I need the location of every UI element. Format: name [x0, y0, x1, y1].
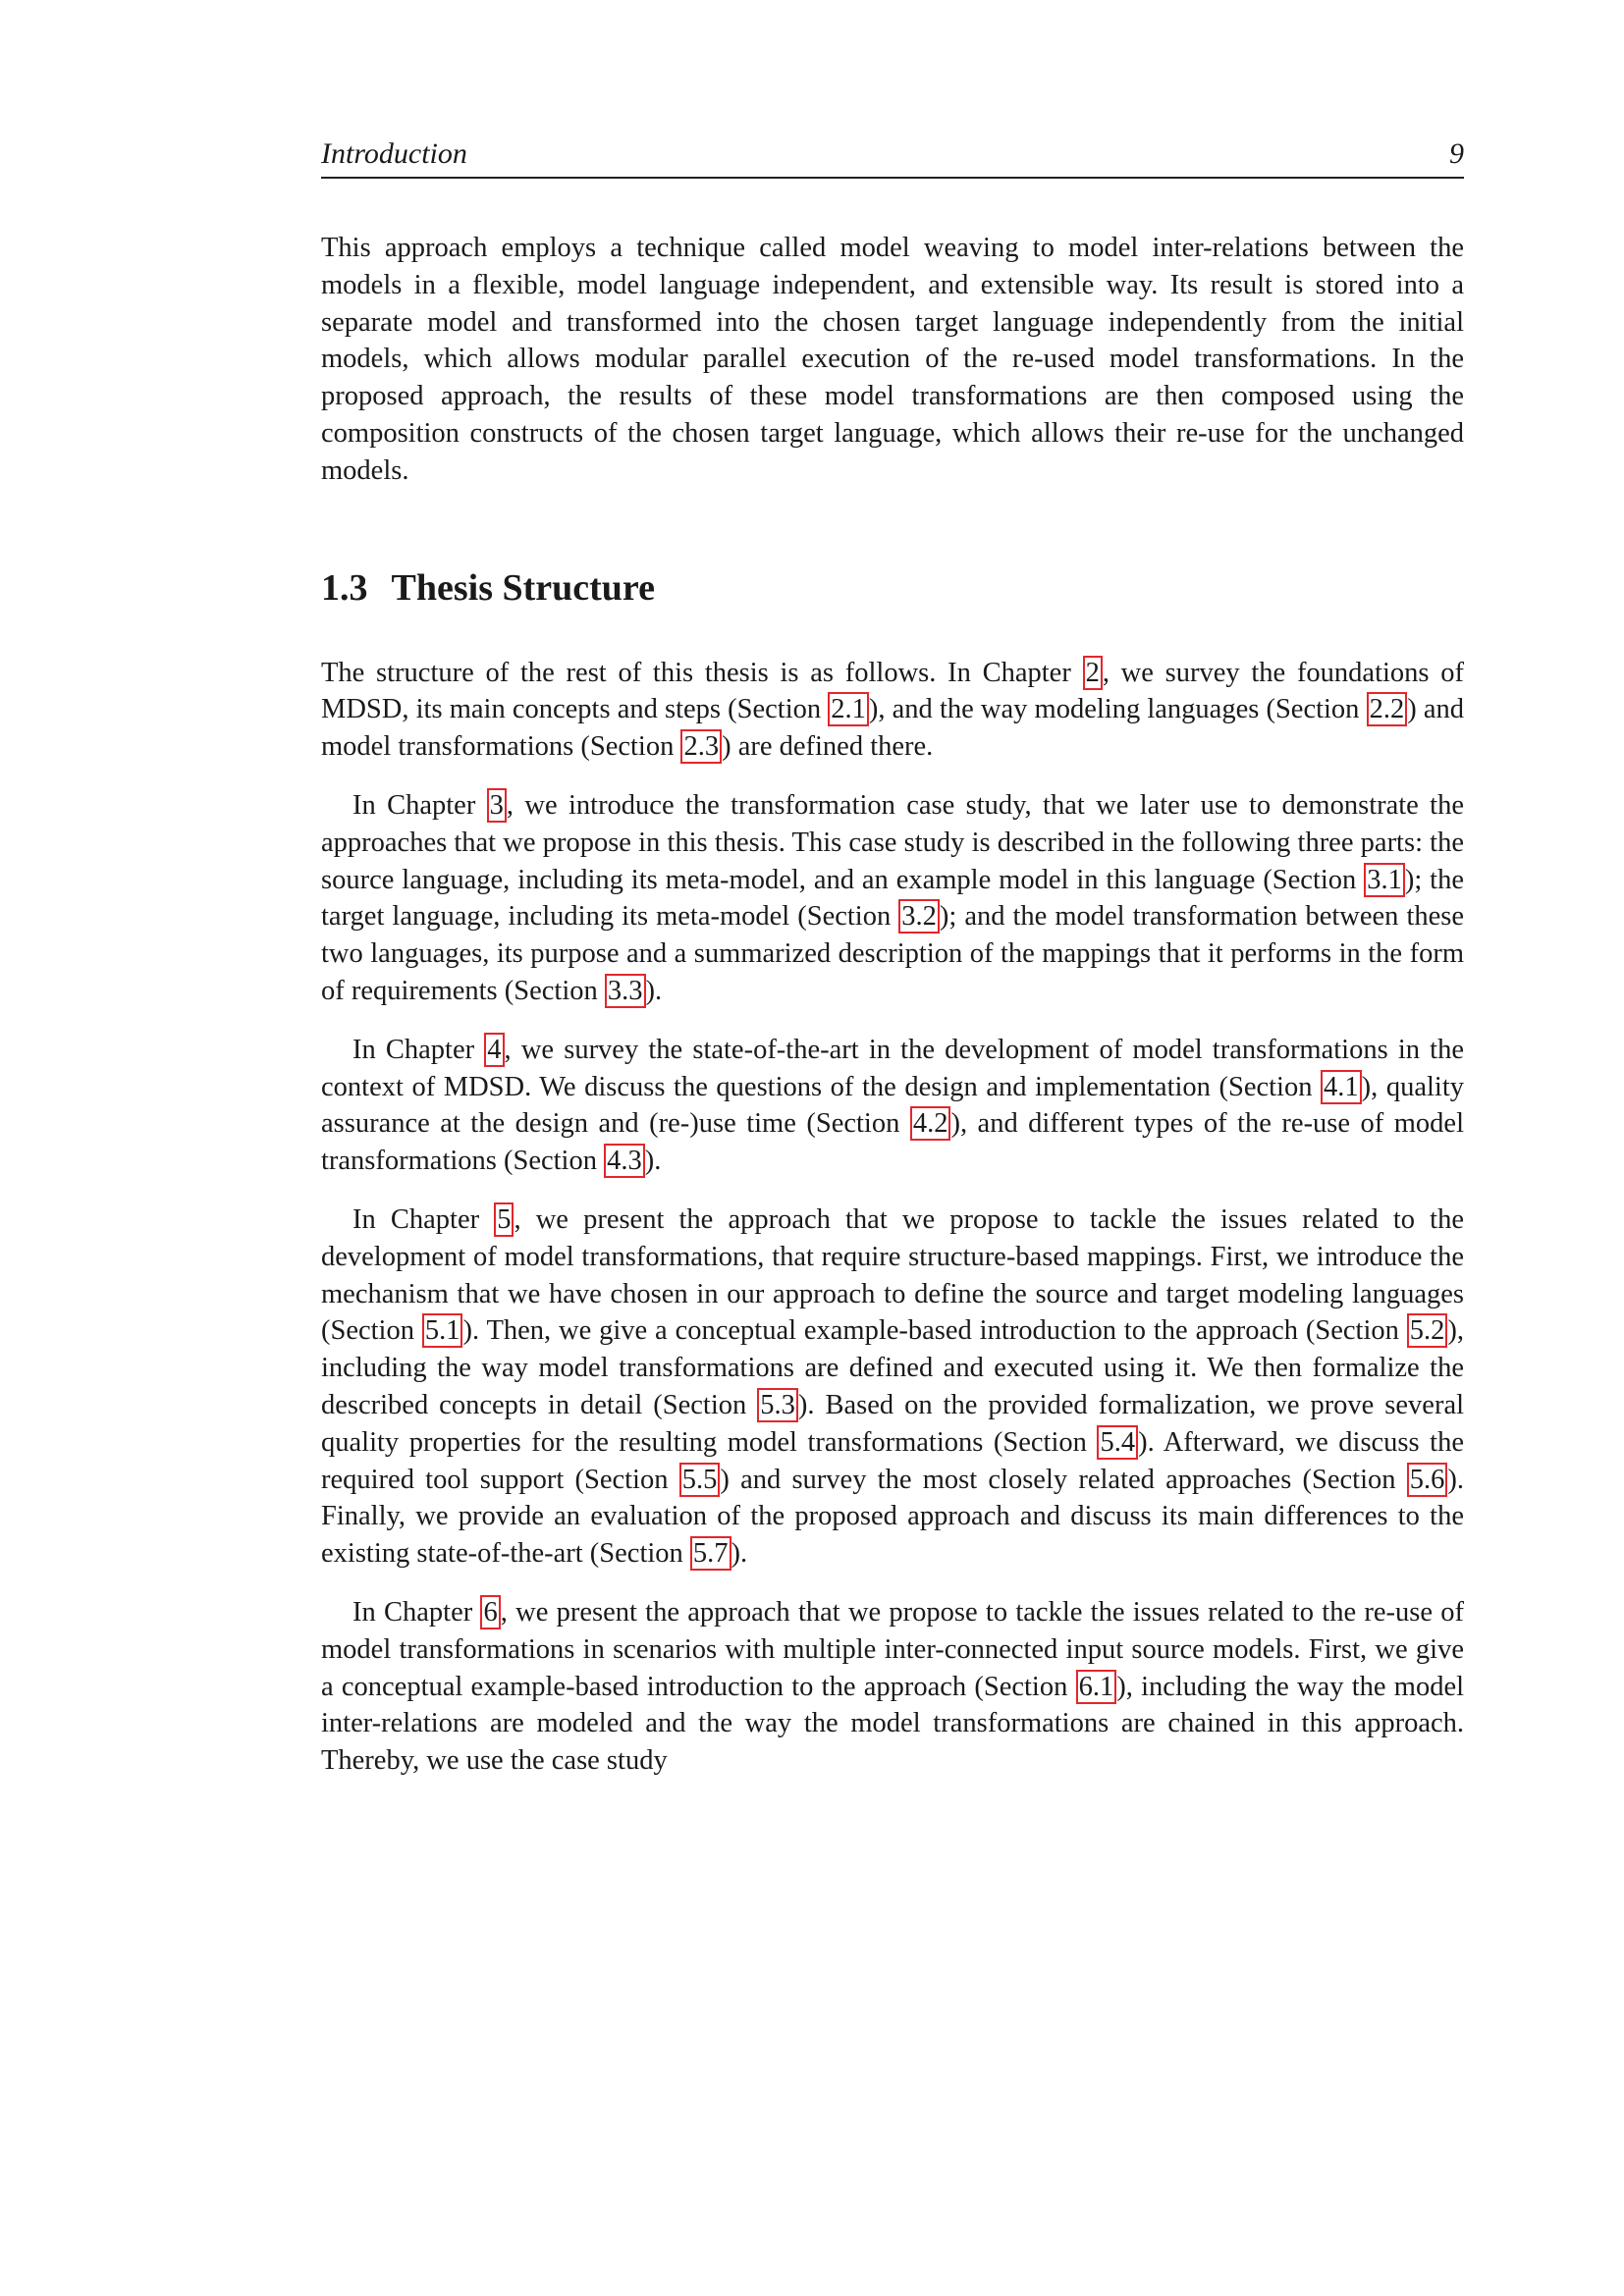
paragraph-text: ) and survey the most closely related approaches (Section [720, 1464, 1407, 1495]
paragraph-text: In Chapter [352, 1596, 481, 1628]
cross-reference-link[interactable]: 5.3 [757, 1388, 798, 1422]
paragraph-text: ) are defined there. [722, 731, 934, 763]
paragraph-text: ). Finally, we provide an evaluation of the proposed approach and discuss its main differences to the existing state-of-the-art (Section [321, 1464, 1465, 1570]
body-paragraph [321, 787, 1464, 1010]
cross-reference-link[interactable]: 4.1 [1321, 1070, 1362, 1104]
paragraph-text: ). Afterward, we discuss the required tool support (Section [321, 1426, 1464, 1495]
running-header-chapter: Introduction [321, 137, 467, 170]
cross-reference-link[interactable]: 4 [484, 1033, 504, 1067]
cross-reference-link[interactable]: 4.2 [910, 1106, 951, 1141]
cross-reference-link[interactable]: 5 [494, 1202, 514, 1237]
body-paragraph [321, 655, 1464, 766]
cross-reference-link[interactable]: 2 [1083, 656, 1103, 690]
section-title: Thesis Structure [391, 566, 655, 609]
paragraph-text: ). [645, 975, 663, 1006]
paragraph-text: The structure of the rest of this thesis is as follows. In Chapter [321, 657, 1083, 688]
cross-reference-link[interactable]: 3.3 [605, 974, 646, 1008]
paragraph-text: ); and the model transformation between these two languages, its purpose and a summarized description of the mappings that it performs in the form of requirements (Section [321, 901, 1464, 1006]
paragraph-text: ), including the way the model inter-relations are modeled and the way the model transformations are chained in this approach. Thereby, we use the case study [321, 1671, 1465, 1777]
page-body [321, 137, 1464, 1780]
cross-reference-link[interactable]: 2.3 [680, 729, 722, 764]
running-header-page-number: 9 [1449, 137, 1464, 170]
cross-reference-link[interactable]: 2.2 [1367, 692, 1408, 726]
paragraph-text: ), and the way modeling languages (Section [868, 694, 1367, 725]
paragraph-text: ), quality assurance at the design and (re-)use time (Section [321, 1071, 1464, 1140]
cross-reference-link[interactable]: 5.1 [422, 1313, 463, 1348]
paragraph-text: ). [731, 1538, 748, 1570]
section-body [321, 655, 1464, 1780]
cross-reference-link[interactable]: 6.1 [1076, 1670, 1117, 1704]
paragraph-text: ); the target language, including its meta-model (Section [321, 864, 1464, 933]
paragraph-text: ). [644, 1146, 662, 1177]
paragraph-text: ) and model transformations (Section [321, 694, 1465, 763]
cross-reference-link[interactable]: 5.6 [1407, 1463, 1448, 1497]
paragraph-text: In Chapter [352, 1203, 495, 1235]
paragraph-text: ), and different types of the re-use of model transformations (Section [321, 1108, 1464, 1177]
cross-reference-link[interactable]: 5.2 [1407, 1313, 1448, 1348]
paragraph-text: , we survey the state-of-the-art in the development of model transformations in the context of MDSD. We discuss the questions of the design and implementation (Section [321, 1034, 1464, 1102]
running-header [321, 137, 1464, 179]
body-paragraph [321, 1201, 1464, 1573]
paragraph-text: , we introduce the transformation case study, that we later use to demonstrate the approaches that we propose in this thesis. This case study is described in the following three parts: the source language, including its meta-model, and an example model in this language (Section [321, 789, 1464, 895]
body-paragraph [321, 1594, 1464, 1780]
paragraph-text: ), including the way model transformations are defined and executed using it. We then formalize the described concepts in detail (Section [321, 1315, 1464, 1420]
paragraph-text: , we present the approach that we propose to tackle the issues related to the re-use of model transformations in scenarios with multiple inter-connected input source models. First, we give a conceptual example-based introduction to the approach (Section [321, 1596, 1464, 1702]
paragraph-text: In Chapter [352, 789, 487, 821]
paragraph-text: In Chapter [352, 1034, 485, 1065]
paragraph-text: , we present the approach that we propose to tackle the issues related to the development of model transformations, that require structure-based mappings. First, we introduce the mechanism that we have chosen in our approach to define the source and target modeling languages (Section [321, 1203, 1464, 1347]
cross-reference-link[interactable]: 4.3 [604, 1144, 645, 1178]
paragraph-text: , we survey the foundations of MDSD, its main concepts and steps (Section [321, 657, 1464, 725]
paragraph-text: ). Based on the provided formalization, we prove several quality properties for the resulting model transformations (Section [321, 1389, 1465, 1458]
cross-reference-link[interactable]: 3 [487, 788, 507, 823]
body-paragraph [321, 1032, 1464, 1180]
cross-reference-link[interactable]: 2.1 [828, 692, 869, 726]
cross-reference-link[interactable]: 5.4 [1097, 1425, 1138, 1460]
section-heading [321, 566, 1464, 610]
paragraph-text: ). Then, we give a conceptual example-based introduction to the approach (Section [462, 1315, 1407, 1347]
section-number: 1.3 [321, 566, 368, 609]
cross-reference-link[interactable]: 6 [480, 1595, 500, 1629]
cross-reference-link[interactable]: 5.5 [679, 1463, 721, 1497]
cross-reference-link[interactable]: 3.1 [1364, 863, 1405, 897]
intro-paragraph: This approach employs a technique called model weaving to model inter-relations between the models in a flexible, model language independent, and extensible way. Its result is stored into a separate model and transformed into the chosen target language independently from the initial models, which allows modular parallel execution of the re-used model transformations. In the proposed approach, the results of these model transformations are then composed using the composition constructs of the chosen target language, which allows their re-use for the unchanged models. [321, 233, 1464, 486]
cross-reference-link[interactable]: 3.2 [898, 899, 940, 934]
cross-reference-link[interactable]: 5.7 [690, 1536, 731, 1571]
